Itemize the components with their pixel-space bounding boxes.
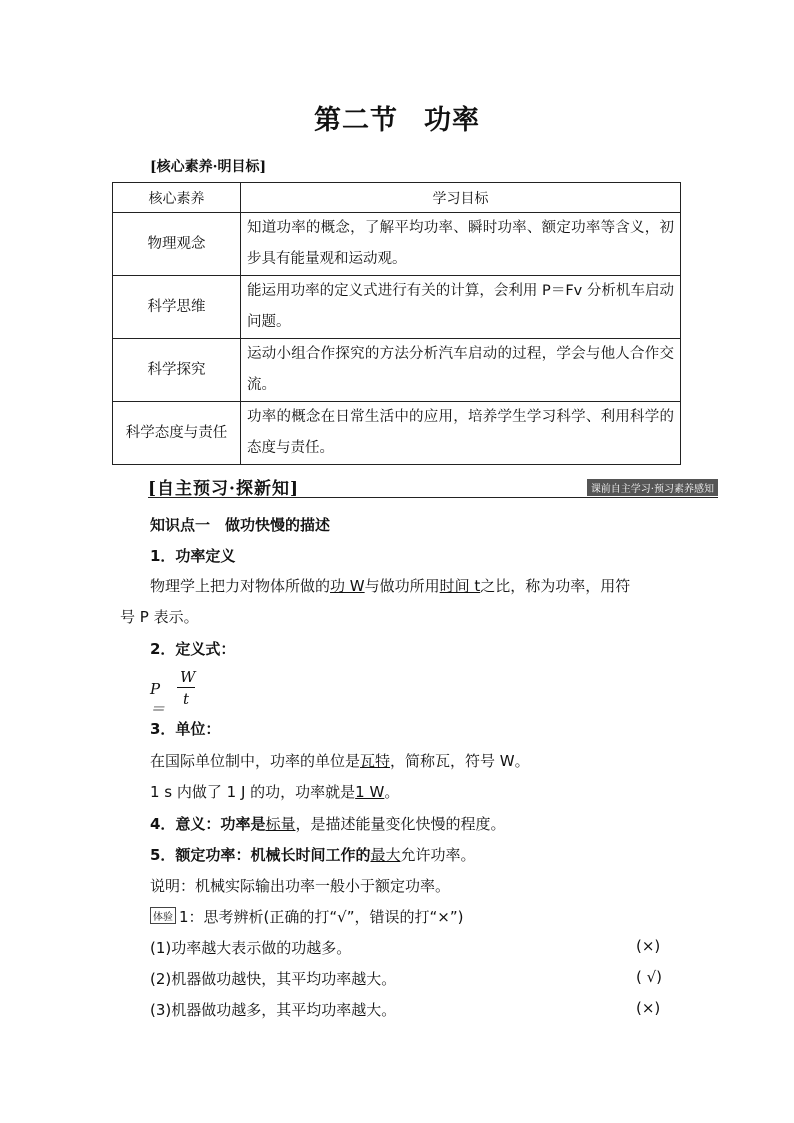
section-divider: [148, 497, 718, 498]
s1-line2: 号 P 表示。: [120, 608, 199, 626]
text: 5．额定功率：机械长时间工作的: [150, 846, 371, 864]
row-key: 物理观念: [113, 213, 241, 276]
answer-mark: (×): [636, 999, 661, 1017]
exercise-header: [150, 906, 463, 927]
section-title: [自主预习·探新知]: [148, 479, 300, 499]
formula-lhs: P＝: [150, 680, 166, 718]
answer-blank: 最大: [370, 846, 401, 864]
table-row: [113, 339, 681, 402]
text: ，是描述能量变化快慢的程度。: [295, 815, 506, 833]
row-goal: 知道功率的概念，了解平均功率、瞬时功率、额定功率等含义，初步具有能量观和运动观。: [241, 213, 681, 276]
exercise-text: 1：思考辨析(正确的打“√”，错误的打“×”): [179, 908, 464, 926]
s1-line1: [150, 575, 630, 596]
formula-denominator: t: [183, 690, 190, 708]
text: 允许功率。: [400, 846, 476, 864]
header-goal: 学习目标: [241, 183, 681, 213]
formula-numerator: W: [180, 668, 196, 686]
text: 1 s 内做了 1 J 的功，功率就是: [150, 783, 356, 801]
s1-heading: 1．功率定义: [150, 547, 236, 565]
answer-mark: ( √): [636, 968, 663, 986]
text: ，简称瓦，符号 W。: [390, 752, 530, 770]
table-header-row: [113, 183, 681, 213]
s5-line: [150, 844, 475, 865]
table-row: [113, 213, 681, 276]
text: 与做功所用: [364, 577, 440, 595]
s2-heading: 2．定义式：: [150, 640, 236, 658]
text: 在国际单位制中，功率的单位是: [150, 752, 361, 770]
list-item: (1)功率越大表示做的功越多。: [150, 939, 352, 957]
answer-mark: (×): [636, 937, 661, 955]
answer-blank: 1 W: [355, 783, 385, 801]
core-literacy-tag: [核心素养·明目标]: [150, 159, 267, 175]
note: 说明：机械实际输出功率一般小于额定功率。: [150, 877, 451, 895]
row-key: 科学思维: [113, 276, 241, 339]
row-goal: 功率的概念在日常生活中的应用，培养学生学习科学、利用科学的态度与责任。: [241, 402, 681, 465]
text: 4．意义：功率是: [150, 815, 266, 833]
row-goal: 能运用功率的定义式进行有关的计算，会利用 P＝Fv 分析机车启动问题。: [241, 276, 681, 339]
text: 之比，称为功率，用符: [480, 577, 631, 595]
exercise-badge: 体验: [150, 907, 176, 924]
header-key: 核心素养: [113, 183, 241, 213]
answer-blank: 标量: [265, 815, 296, 833]
row-key: 科学态度与责任: [113, 402, 241, 465]
text: 。: [384, 783, 400, 801]
list-item: (2)机器做功越快，其平均功率越大。: [150, 970, 397, 988]
s3-line2: [150, 781, 399, 802]
table-row: [113, 276, 681, 339]
s3-heading: 3．单位：: [150, 720, 221, 738]
knowledge-point-title: 知识点一 做功快慢的描述: [150, 516, 331, 534]
row-key: 科学探究: [113, 339, 241, 402]
row-goal: 运动小组合作探究的方法分析汽车启动的过程，学会与他人合作交流。: [241, 339, 681, 402]
text: 物理学上把力对物体所做的: [150, 577, 331, 595]
goals-table: [112, 182, 681, 465]
answer-blank: 瓦特: [360, 752, 391, 770]
fraction-bar: [177, 687, 195, 688]
page-title: 第二节 功率: [314, 105, 480, 136]
list-item: (3)机器做功越多，其平均功率越大。: [150, 1001, 397, 1019]
section-header: [148, 474, 718, 498]
answer-blank: 功 W: [330, 577, 365, 595]
answer-blank: 时间 t: [439, 577, 481, 595]
s4-line: [150, 813, 505, 834]
table-row: [113, 402, 681, 465]
s3-line1: [150, 750, 530, 771]
section-side-label: 课前自主学习·预习素养感知: [587, 479, 718, 496]
